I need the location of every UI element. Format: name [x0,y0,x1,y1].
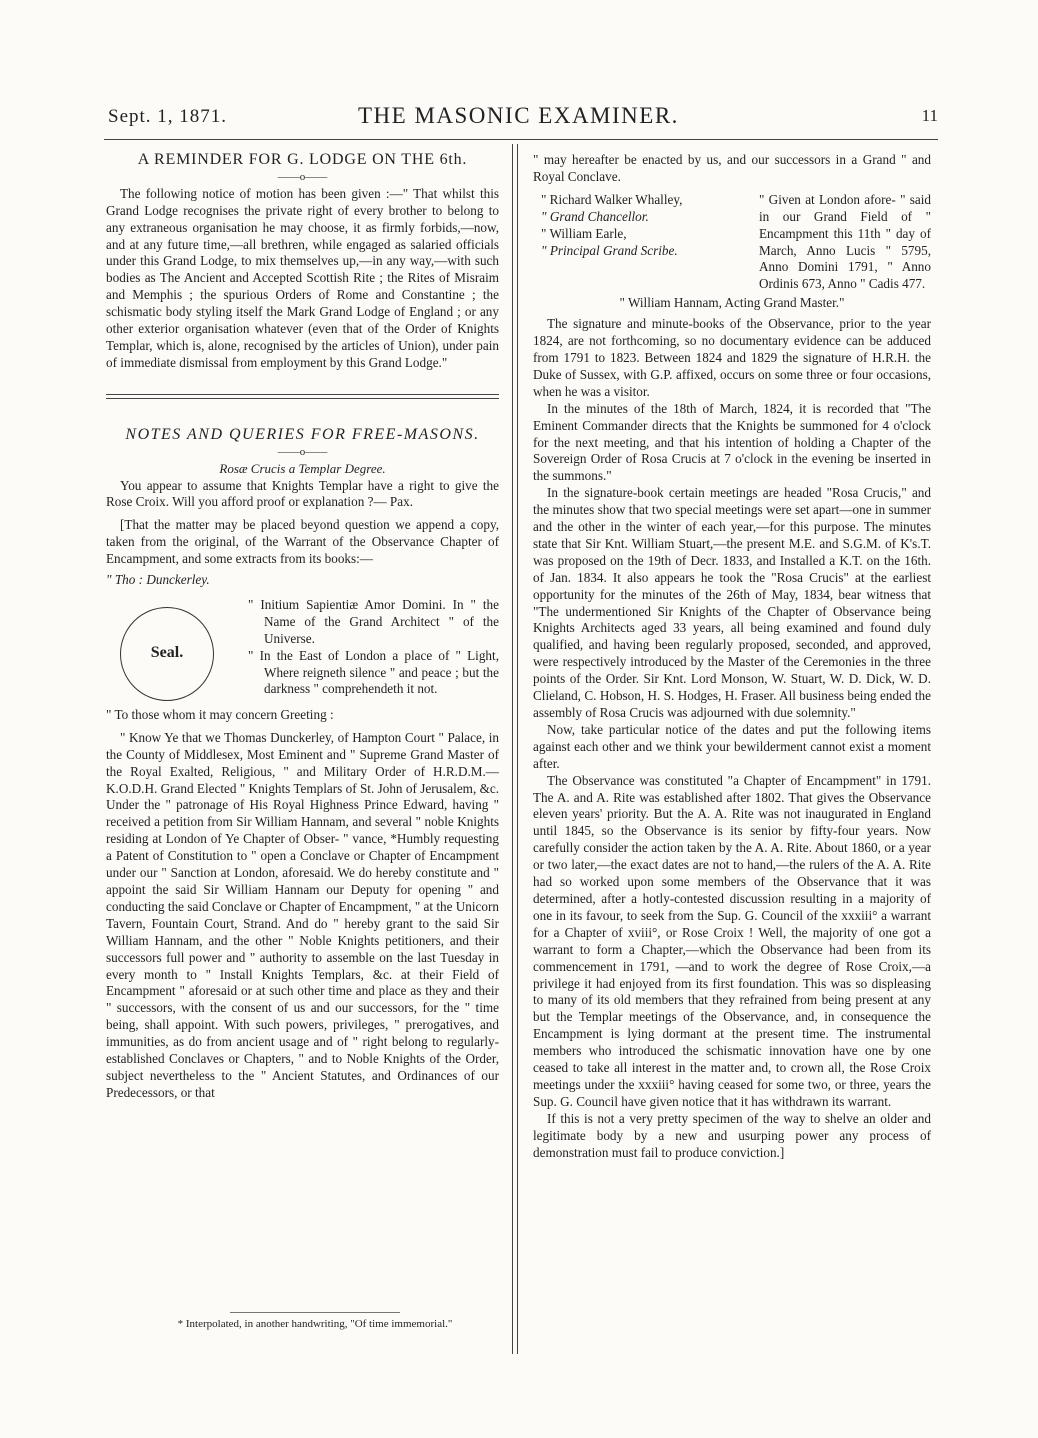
paragraph: If this is not a very pretty specimen of the way to shelve an older and legitimate body by a new and usurping power any process of demonstration must fail to produce conviction.] [533,1110,931,1160]
greeting-line: " To those whom it may concern Greeting : [106,706,334,722]
left-column [106,152,499,1102]
seal-label: Seal. [150,644,184,662]
query-text: You appear to assume that Knights Templar have a right to give the Rose Croix. Will you afford proof or explanation ?— Pax. [106,477,499,510]
reminder-heading: A REMINDER FOR G. LODGE ON THE 6th. [137,151,468,168]
paragraph: The Observance was constituted "a Chapter of Encampment" in 1791. The A. and A. Rite was established after 1802. That gives the Observance eleven years' priority. But the A. A. Rite was not inaugurated in England until 1845, so the Observance is its senior by fifty-four years. Now carefully consider the action taken by the A. A. Rite. About 1860, or a year or two later,—the exact dates are not to hand,—the rulers of the A. A. Rite had so worked upon some members of the Observance that it was determined, after a hotly-contested discussion resulting in a majority of one in its favour, to seek from the Sup. G. Council of the xxxiii° a warrant for a Chapter of xviii°, or Rose Croix ! Well, the majority of one got a warrant to form a Chapter,—which the Observance had been from its commencement in 1791, —and to work the degree of Rose Croix,—a privilege it had enjoyed from its first foundation. This was so displeasing to many of its old members that they refrained from being present at any but the Templar meetings of the Observance, and, in consequence the Encampment is lying dormant at the present time. The instrumental members who introduced the schismatic innovation have one by one ceased to take all interest in the matter and, to crown all, the Rose Croix meetings under the xxxiii° having ceased for some two, or three, years the Sup. G. Council have given notice that it has withdrawn its warrant. [533,772,931,1109]
signatures-right [759,192,931,293]
warrant-continuation: " may hereafter be enacted by us, and our successors in a Grand " and Royal Conclave. [533,152,931,184]
tho-line: " Tho : Dunckerley. [106,572,210,588]
header-rule [104,139,938,140]
reminder-body: The following notice of motion has been given :—" That whilst this Grand Lodge recognises the private right of every brother to belong to any extraneous organisation he may choose, it as firmly forbids,—now, and at any future time,—all brethren, while engaged as salaried officials under this Grand Lodge, to mix themselves up,—in any way,—with such bodies as The Ancient and Accepted Scottish Rite ; the Rites of Misraim and Memphis ; the spurious Orders of Rome and Constantine ; the schismatic body styling itself the Mark Grand Lodge of England ; or any other exterior organisation whatever (even that of the Order of Knights Templar, which is, alone, recognised by the articles of Union), under pain of immediate dismissal from employment by this Grand Lodge." [106,185,499,370]
page-number: 11 [921,106,938,125]
footnote-rule [230,1312,400,1313]
seal-circle [120,607,214,701]
signature-line: " Richard Walker Whalley, [541,191,683,207]
query-subheading: Rosæ Crucis a Templar Degree. [219,460,386,476]
seal-text [248,597,499,701]
page-header [108,103,938,138]
notes-heading: NOTES AND QUERIES FOR FREE-MASONS. [125,425,480,443]
column-divider [512,144,518,1354]
seal-line: " In the East of London a place of " Light, Where reigneth silence " and peace ; but the darkness " comprehendeth it not. [248,647,499,697]
signature-line: " Grand Chancellor. [541,208,649,224]
heading-ornament: ——o—— [277,170,328,183]
paragraph: Now, take particular notice of the dates and put the following items against each other and we think your bewilderment cannot exist a moment after. [533,721,931,771]
publication-title: THE MASONIC EXAMINER. [358,103,679,128]
hannam-signature: " William Hannam, Acting Grand Master." [619,295,845,311]
given-at-text: " Given at London afore- " said in our Grand Field of " Encampment this 11th " day of March, Anno Lucis " 5795, Anno Domini 1791, " Anno Ordinis 673, Anno " Cadis 477. [759,191,931,292]
signature-line: " Principal Grand Scribe. [541,242,678,258]
heading-ornament: ——o—— [277,445,328,458]
seal-block [106,597,499,701]
paragraph: In the minutes of the 18th of March, 1824, it is recorded that "The Eminent Commander directs that the Knights be summoned for 4 o'clock for the next meeting, and that his intention of holding a Chapter of the Sovereign Order of Rosa Crucis at 7 o'clock in the evening be inserted in the summons." [533,400,931,484]
warrant-body: " Know Ye that we Thomas Dunckerley, of Hampton Court " Palace, in the County of Middlesex, Most Eminent and " Supreme Grand Master of the Royal Exalted, Religious, " and Military Order of H.R.D.M.—K.O.D.H. Grand Elected " Knights Templars of St. John of Jerusalem, &c. Under the " patronage of His Royal Highness Prince Edward, having " received a petition from Sir William Hannam, and several " noble Knights residing at London of Ye Chapter of Obser- " vance, *Humbly requesting a Patent of Constitution to " open a Conclave or Chapter of Encampment under our " Sanction at London, aforesaid. We do hereby constitute and " appoint the said Sir William Hannam our Deputy for opening " and conducting the said Conclave or Chapter of Encampment, " at the Unicorn Tavern, Fountain Court, Strand. And do " hereby grant to the said Sir William Hannam, and the other " Noble Knights petitioners, and their successors full power and " authority to assemble on the last Tuesday in every month to " Install Knights Templars, &c. at their Field of Encampment " aforesaid or at such other time and place as they and their " successors, with the consent of us and our successors, for the " time being, shall appoint. With such powers, privileges, " prerogatives, and immunities, as do from ancient usage and of " right belong to regularly-established Conclaves or Chapters, " and to Noble Knights of the Order, subject nevertheless to the " Ancient Statutes, and Ordinances of our Predecessors, or that [106,729,499,1100]
right-column [533,152,931,1161]
paragraph: In the signature-book certain meetings are headed "Rosa Crucis," and the minutes show that two special meetings were set apart—one in summer and the other in the winter of each year,—for this purpose. The minutes state that Sir Knt. William Stuart,—the present M.E. and S.G.M. of K's.T. was proposed on the 19th of Decr. 1833, and Installed a K.T. on the 16th. of Jan. 1834. It also appears he took the "Rosa Crucis" at the earliest opportunity for the minutes of the 26th of May, 1834, bear witness that "The undermentioned Sir Knights of the Chapter of Observance being Knights Architects aged 33 years, all being examined and found duly qualified, and having been regularly proposed, seconded, and approved, were respectively introduced by the Master of the Ceremonies in the three points of the Order. Sir Knt. Lord Monson, W. Stuart, W. D. Dick, W. D. Clieland, C. Hobson, H. S. Hodges, H. Fraser. All business being ended the assembly of Rosa Crucis was adjourned with due solemnity." [533,485,931,720]
signature-line: " William Earle, [541,225,627,241]
paragraph: The signature and minute-books of the Observance, prior to the year 1824, are not forthcoming, so no documentary evidence can be adduced from 1791 to 1823. Between 1824 and 1829 the signature of H.R.H. the Duke of Sussex, with G.P. affixed, occurs on some three or four occasions, when he was a visitor. [533,316,931,399]
section-double-rule [106,394,499,399]
signatures [533,192,931,293]
footnote: * Interpolated, in another handwriting, "Of time immemorial." [177,1318,453,1330]
reply-intro: [That the matter may be placed beyond question we append a copy, taken from the original, of the Warrant of the Observance Chapter of Encampment, and some extracts from its books:— [106,517,499,567]
seal-line: " Initium Sapientiæ Amor Domini. In " the Name of the Grand Architect " of the Universe. [248,596,499,646]
signatures-left [533,192,738,293]
issue-date: Sept. 1, 1871. [108,106,228,127]
